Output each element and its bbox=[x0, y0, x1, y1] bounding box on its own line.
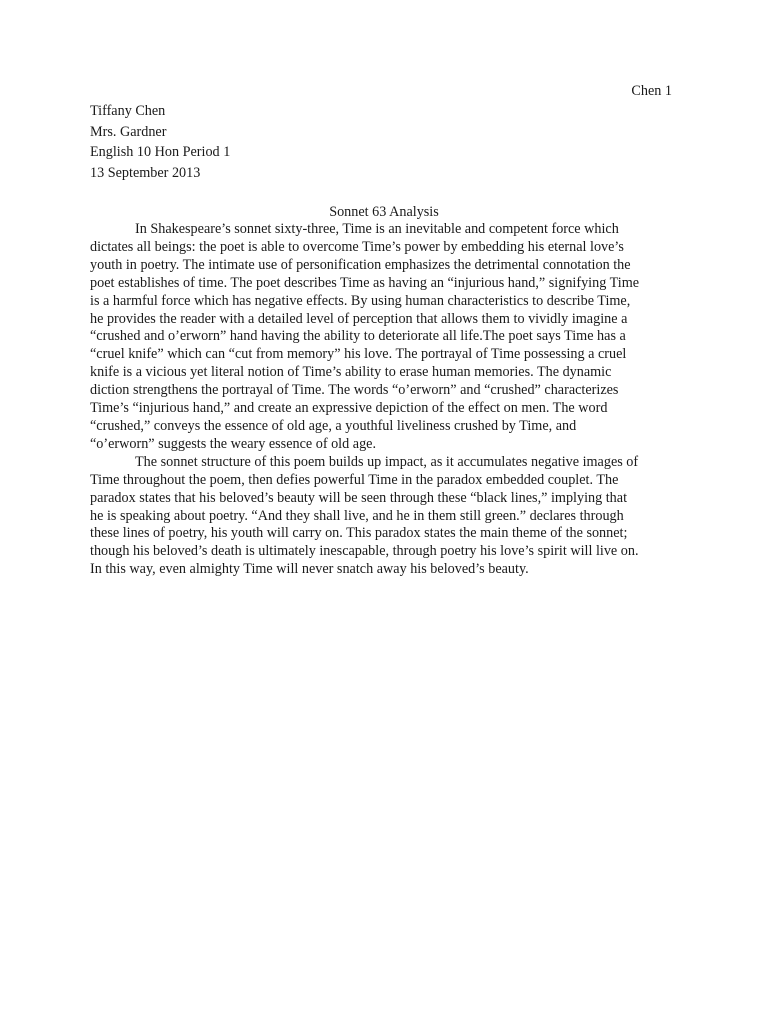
paragraph-2-line: though his beloved’s death is ultimately inescapable, through poetry his love’s spirit will live on. bbox=[90, 543, 639, 560]
essay-date: 13 September 2013 bbox=[90, 164, 201, 181]
paragraph-2-line: paradox states that his beloved’s beauty will be seen through these “black lines,” implying that bbox=[90, 489, 628, 506]
paragraph-1-line: dictates all beings: the poet is able to overcome Time’s power by embedding his eternal love’s bbox=[90, 238, 624, 255]
essay-body bbox=[90, 221, 676, 579]
paragraph-1-line: Time’s “injurious hand,” and create an expressive depiction of the effect on men. The word bbox=[90, 400, 608, 417]
paragraph-1 bbox=[90, 221, 676, 454]
paragraph-1-line: knife is a vicious yet literal notion of Time’s ability to erase human memories. The dynamic bbox=[90, 364, 612, 381]
paragraph-1-line: is a harmful force which has negative effects. By using human characteristics to describe Time, bbox=[90, 292, 631, 309]
paragraph-1-line: “crushed,” conveys the essence of old age, a youthful liveliness crushed by Time, and bbox=[90, 417, 577, 434]
paragraph-1-line: he provides the reader with a detailed level of perception that allows them to vividly imagine a bbox=[90, 310, 628, 327]
paragraph-2-line: Time throughout the poem, then defies powerful Time in the paradox embedded couplet. The bbox=[90, 471, 619, 488]
paragraph-1-line: poet establishes of time. The poet describes Time as having an “injurious hand,” signifying Time bbox=[90, 274, 640, 291]
paragraph-1-line: “o’erworn” suggests the weary essence of old age. bbox=[90, 435, 377, 452]
essay-title: Sonnet 63 Analysis bbox=[329, 204, 439, 220]
teacher-name: Mrs. Gardner bbox=[90, 123, 167, 140]
running-header: Chen 1 bbox=[631, 83, 672, 99]
paragraph-2-line: these lines of poetry, his youth will carry on. This paradox states the main theme of the sonnet; bbox=[90, 525, 628, 542]
student-name: Tiffany Chen bbox=[90, 103, 166, 119]
mla-heading bbox=[90, 101, 230, 183]
paragraph-2-line: The sonnet structure of this poem builds up impact, as it accumulates negative images of bbox=[135, 453, 639, 470]
paragraph-2 bbox=[90, 454, 676, 579]
paragraph-2-line: In this way, even almighty Time will never snatch away his beloved’s beauty. bbox=[90, 561, 529, 578]
course-name: English 10 Hon Period 1 bbox=[90, 144, 231, 160]
paragraph-1-line: “cruel knife” which can “cut from memory” his love. The portrayal of Time possessing a cruel bbox=[90, 346, 627, 363]
paragraph-1-line: youth in poetry. The intimate use of personification emphasizes the detrimental connotation the bbox=[90, 256, 631, 273]
paragraph-1-line: “crushed and o’erworn” hand having the ability to deteriorate all life.The poet says Time has a bbox=[90, 328, 626, 345]
paragraph-2-line: he is speaking about poetry. “And they shall live, and he in them still green.” declares through bbox=[90, 507, 624, 524]
paragraph-1-line: diction strengthens the portrayal of Time. The words “o’erworn” and “crushed” characterizes bbox=[90, 382, 619, 399]
paragraph-1-line: In Shakespeare’s sonnet sixty-three, Time is an inevitable and competent force which bbox=[135, 221, 619, 237]
